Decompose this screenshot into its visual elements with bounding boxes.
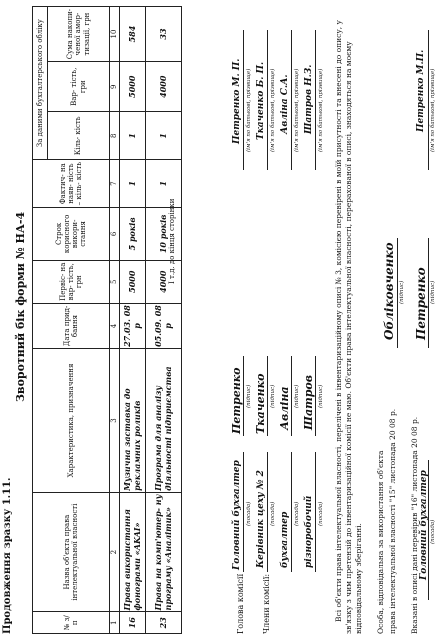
col-number: 5 bbox=[110, 260, 120, 303]
member-signature: Шатров bbox=[302, 375, 315, 430]
caption-name: (ім'я по батькові, прізвище) bbox=[318, 68, 324, 152]
row-amort: 584 bbox=[120, 7, 146, 62]
verified-signature: Петренко bbox=[414, 267, 428, 340]
member-signature: Авліна bbox=[278, 386, 291, 430]
row-date: 05.09. 08 р bbox=[146, 303, 182, 348]
row-actual: 1 bbox=[120, 160, 146, 208]
col-desc-header: Характеристика, призначення bbox=[33, 349, 110, 493]
member-name: Авліна С.А. bbox=[280, 74, 290, 134]
custody-signature: Обліковченко bbox=[382, 242, 396, 340]
row-name: Права на комп'ютер- ну програму «Аналітик» bbox=[146, 492, 182, 612]
row-value: 4000 bbox=[146, 62, 182, 112]
caption-name: (ім'я по батькові, прізвище) bbox=[270, 68, 276, 152]
table-row bbox=[146, 7, 182, 634]
caption-signature: (підпис) bbox=[430, 280, 436, 304]
accounting-group-header: За даними бухгалтерського обліку bbox=[33, 7, 48, 160]
column-numbers-row bbox=[110, 7, 120, 634]
row-no: 16 bbox=[120, 612, 146, 634]
col-value-header: Вар- тість, гри bbox=[48, 62, 110, 112]
col-number: 7 bbox=[110, 160, 120, 208]
row-actual: 1 bbox=[146, 160, 182, 208]
col-actual-header: Фактич- на наяв- ність – кіль- кість bbox=[33, 160, 110, 208]
row-value: 5000 bbox=[120, 62, 146, 112]
row-name: Права використання фонограми «AKAI» bbox=[120, 492, 146, 612]
row-term: 10 років bbox=[146, 208, 182, 261]
col-number: 9 bbox=[110, 62, 120, 112]
continuation-label: Продовження зразку 1.11. bbox=[2, 477, 13, 634]
col-no-header: № з/п bbox=[33, 612, 110, 634]
member-position: різноробочий bbox=[304, 495, 314, 568]
row-qty: 1 bbox=[120, 112, 146, 160]
caption-position: (посада) bbox=[430, 519, 436, 544]
page-end-note: І т.д. до кінця сторінки bbox=[168, 198, 176, 284]
caption-position: (посада) bbox=[318, 501, 324, 526]
caption-position: (посада) bbox=[270, 501, 276, 526]
col-name-header: Назва об'єкта права інтелектуальної власності bbox=[33, 492, 110, 612]
form-title: Зворотний бік форми № НА-4 bbox=[14, 211, 27, 402]
row-desc: Програма для аналізу діяльності підприємства bbox=[146, 349, 182, 493]
row-cost: 5000 bbox=[120, 260, 146, 303]
col-term-header: Строк корисного викори- стання bbox=[33, 208, 110, 261]
row-no: 23 bbox=[146, 612, 182, 634]
member-position: бухгалтер bbox=[280, 511, 290, 568]
caption-signature: (підпис) bbox=[399, 280, 405, 304]
inventory-table bbox=[32, 6, 182, 634]
row-amort: 33 bbox=[146, 7, 182, 62]
commission-head-label: Голова комісії bbox=[236, 573, 245, 634]
verified-name: Петренко М.П. bbox=[416, 49, 426, 132]
caption-signature: (підпис) bbox=[246, 384, 252, 408]
col-number: 10 bbox=[110, 7, 120, 62]
member-signature: Ткаченко bbox=[254, 373, 267, 434]
col-number: 1 bbox=[110, 612, 120, 634]
commission-members-label: Члени комісії: bbox=[262, 573, 271, 634]
caption-name: (ім'я по батькові, прізвище) bbox=[430, 68, 436, 152]
row-cost: 4000 bbox=[146, 260, 182, 303]
header-row bbox=[33, 7, 48, 634]
custody-date-line: права інтелектуальної власності "15" листопада 20 08 р. bbox=[388, 408, 397, 634]
member-name: Шатров Н.З. bbox=[304, 64, 314, 134]
head-position: Головний бухгалтер bbox=[232, 460, 242, 570]
row-date: 27.03. 08 р bbox=[120, 303, 146, 348]
verified-position: Головний бухгалтер bbox=[419, 470, 429, 580]
caption-name: (ім'я по батькові, прізвище) bbox=[246, 68, 252, 152]
col-number: 4 bbox=[110, 303, 120, 348]
row-qty: 1 bbox=[146, 112, 182, 160]
caption-name: (ім'я по батькові, прізвище) bbox=[294, 68, 300, 152]
caption-signature: (підпис) bbox=[318, 384, 324, 408]
col-number: 2 bbox=[110, 492, 120, 612]
col-date-header: Дата прид- бання bbox=[33, 303, 110, 348]
responsibility-statement: Всі об'єкти права інтелектуальної власності, перелічені в інвентаризаційному описі № 3, комісією перевірені в моїй присутності та внесені до опису, у зв'язку з чим претензій до інвентаризаційної комісії не маю. Об'єкти права інтелектуальної власності, перерахованої в описі, знаходяться на моєму відповідальному зберіганні. bbox=[334, 20, 364, 634]
caption-signature: (підпис) bbox=[294, 384, 300, 408]
head-name: Петренко М. П. bbox=[232, 58, 242, 144]
col-number: 6 bbox=[110, 208, 120, 261]
caption-position: (посада) bbox=[294, 501, 300, 526]
caption-signature: (підпис) bbox=[270, 384, 276, 408]
row-term: 5 років bbox=[120, 208, 146, 261]
col-cost-header: Первіс- на вар- тість, грн bbox=[33, 260, 110, 303]
col-qty-header: Кіль- кість bbox=[48, 112, 110, 160]
row-desc: Музична заставка до рекламних роликів bbox=[120, 349, 146, 493]
custody-label: Особа, відповідальна за використання об'єкта bbox=[376, 450, 385, 634]
member-position: Керівник цеху № 2 bbox=[256, 470, 266, 568]
member-name: Ткаченко Б. П. bbox=[256, 61, 266, 140]
caption-position: (посада) bbox=[246, 501, 252, 526]
col-number: 8 bbox=[110, 112, 120, 160]
verified-date-line: Вказані в описі дані перевірив "16" листопада 20 08 р. bbox=[410, 416, 419, 634]
table-row bbox=[120, 7, 146, 634]
col-amort-header: Сума накопи- ченої амор- тизації, грн bbox=[48, 7, 110, 62]
col-number: 3 bbox=[110, 349, 120, 493]
head-signature: Петренко bbox=[230, 367, 243, 434]
